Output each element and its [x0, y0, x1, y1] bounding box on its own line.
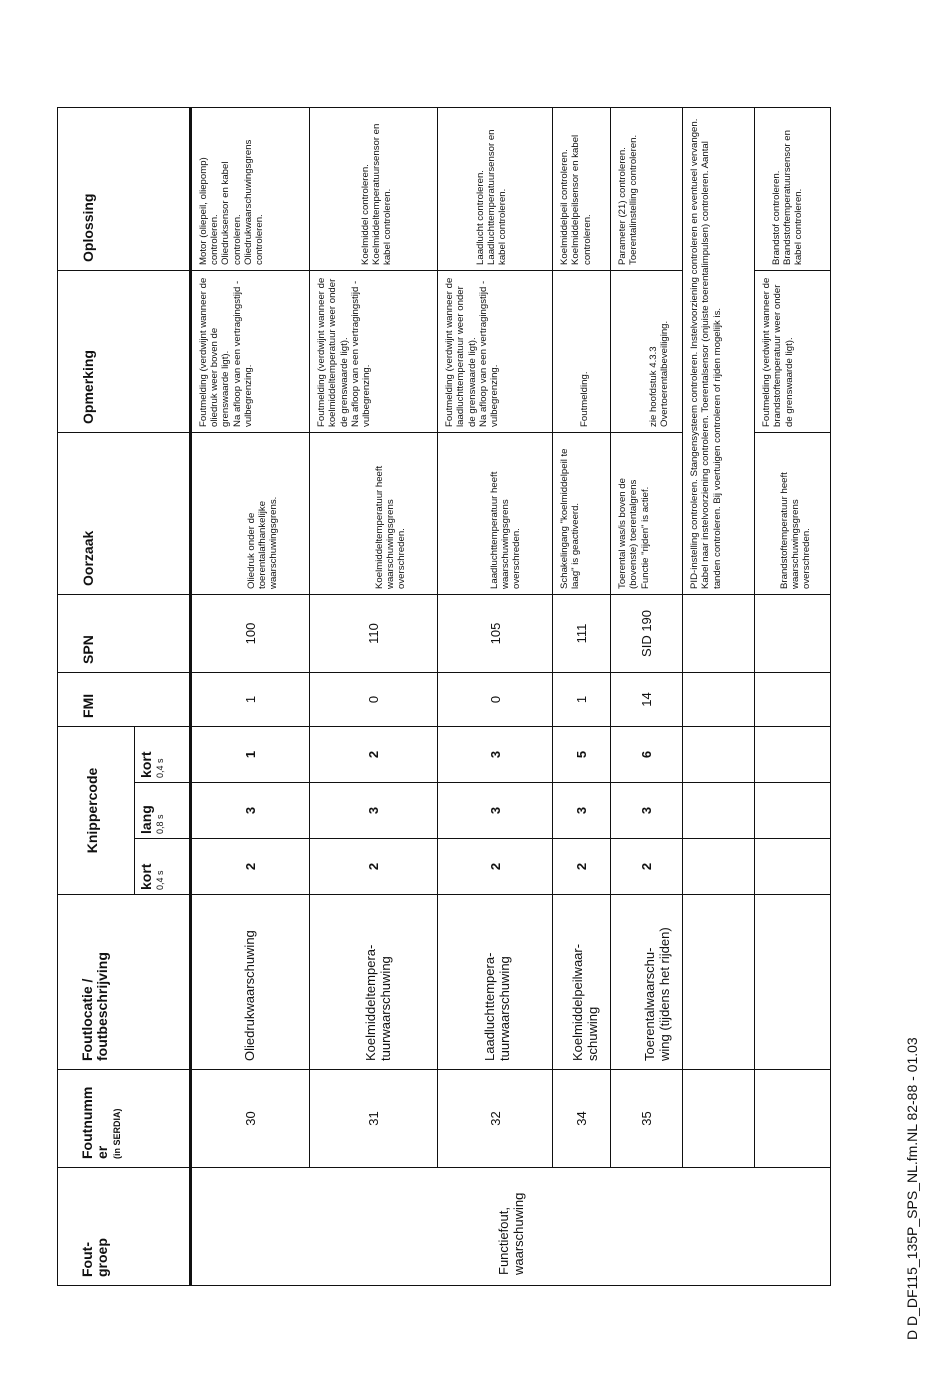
- fmi: 1: [553, 672, 611, 726]
- cause: Schakelingang "koelmiddelpeil te laag" is geactiveerd.: [553, 432, 611, 594]
- blink-3: 1: [191, 726, 310, 782]
- solution: Laadlucht controleren. Laadluchttemperatuursensor en kabel controleren.: [438, 107, 553, 270]
- blink-sub-1: kort 0,4 s: [135, 838, 189, 894]
- group-cell: Functiefout, waarschuwing: [191, 1168, 831, 1286]
- empty-blink-3: [755, 726, 831, 782]
- empty-blink-2: [683, 783, 755, 839]
- spn: SID 190: [611, 594, 683, 672]
- header-row: [58, 107, 191, 1285]
- blink-1: 2: [438, 839, 553, 895]
- table-row-fuel: [755, 107, 831, 1285]
- blink-sub-3: kort 0,4 s: [138, 751, 165, 778]
- blink-2: 3: [438, 783, 553, 839]
- fmi: 14: [611, 672, 683, 726]
- fault-number: 31: [310, 1070, 438, 1168]
- blink-2: 3: [611, 783, 683, 839]
- table-row: [191, 107, 310, 1285]
- empty-fmi: [683, 672, 755, 726]
- empty-blink-1: [683, 839, 755, 895]
- blink-3: 2: [310, 726, 438, 782]
- remark: Foutmelding.: [553, 270, 611, 432]
- fault-number: 34: [553, 1070, 611, 1168]
- empty-location: [683, 895, 755, 1070]
- remark: Foutmelding (verdwijnt wanneer de oliedruk weer boven de grenswaarde ligt). Na afloop van een vertragingstijd - vulbegrenzing.: [191, 270, 310, 432]
- empty-number: [683, 1070, 755, 1168]
- header-blink-code: [58, 726, 191, 894]
- solution: Koelmiddelpeil controleren. Koelmiddelpeilsensor en kabel controleren.: [553, 107, 611, 270]
- empty-fmi: [755, 672, 831, 726]
- blink-1: 2: [191, 839, 310, 895]
- table-row-pid-note: [683, 107, 755, 1285]
- remark: Foutmelding (verdwijnt wanneer de laadluchttemperatuur weer onder de grenswaarde ligt). Na afloop van een vertragingstijd - vulbegrenzing.: [438, 270, 553, 432]
- header-number-label: Foutnumm er: [79, 1086, 110, 1159]
- header-location: Foutlocatie / foutbeschrijving: [58, 895, 191, 1070]
- fault-location: Laadluchttempera- tuurwaarschuwing: [438, 895, 553, 1070]
- fuel-cause: Brandstoftemperatuur heeft waarschuwingsgrens overschreden.: [755, 432, 831, 594]
- fault-number: 32: [438, 1070, 553, 1168]
- table-row: [438, 107, 553, 1285]
- header-number: [58, 1070, 191, 1168]
- header-fmi: FMI: [58, 672, 191, 726]
- table-row: [310, 107, 438, 1285]
- fuel-solution: Brandstof controleren. Brandstoftemperatuursensor en kabel controleren.: [755, 107, 831, 270]
- fmi: 0: [310, 672, 438, 726]
- blink-2: 3: [191, 783, 310, 839]
- fault-code-table: [57, 107, 831, 1286]
- remark: zie hoofdstuk 4.3.3 Overtoerentalbeveiliging.: [611, 270, 683, 432]
- spn: 111: [553, 594, 611, 672]
- empty-blink-1: [755, 839, 831, 895]
- empty-blink-2: [755, 783, 831, 839]
- header-group: Fout- groep: [58, 1168, 191, 1286]
- fault-number: 30: [191, 1070, 310, 1168]
- blink-sub-2: lang 0,8 s: [135, 782, 189, 838]
- spn: 105: [438, 594, 553, 672]
- blink-3: 6: [611, 726, 683, 782]
- empty-location: [755, 895, 831, 1070]
- remark: Foutmelding (verdwijnt wanneer de koelmiddeltemperatuur weer onder de grenswaarde ligt). Na afloop van een vertragingstijd - vulbegrenzing.: [310, 270, 438, 432]
- blink-3: 5: [553, 726, 611, 782]
- cause: Oliedruk onder de toerentalafhankelijke waarschuwingsgrens.: [191, 432, 310, 594]
- spn: 100: [191, 594, 310, 672]
- header-cause: Oorzaak: [58, 432, 191, 594]
- spn: 110: [310, 594, 438, 672]
- fault-location: Koelmiddeltempera- tuurwaarschuwing: [310, 895, 438, 1070]
- blink-1: 2: [553, 839, 611, 895]
- empty-spn: [683, 594, 755, 672]
- cause: Koelmiddeltemperatuur heeft waarschuwingsgrens overschreden.: [310, 432, 438, 594]
- empty-number: [755, 1070, 831, 1168]
- blink-1: 2: [310, 839, 438, 895]
- blink-2: 3: [310, 783, 438, 839]
- solution: Motor (oliepeil, oliepomp) controleren. Oliedruksensor en kabel controleren. Oliedrukwaarschuwingsgrens controleren.: [191, 107, 310, 270]
- blink-1: 2: [611, 839, 683, 895]
- table-row: [553, 107, 611, 1285]
- cause: Laadluchttemperatuur heeft waarschuwingsgrens overschreden.: [438, 432, 553, 594]
- solution: Parameter (21) controleren. Toerentalinstelling controleren.: [611, 107, 683, 270]
- blink-2: 3: [553, 783, 611, 839]
- fmi: 1: [191, 672, 310, 726]
- pid-note: PID-instelling controleren. Stangensysteem controleren. Instelvoorziening controleren en eventueel vervangen. Kabel naar instelvoorziening controleren. Toerentalsensor (onjuiste toerentalimpulsen) controleren. Aantal tanden controleren. Bij voertuigen controleren of rijden mogelijk is.: [683, 107, 755, 594]
- fmi: 0: [438, 672, 553, 726]
- fault-location: Koelmiddelpeilwaar- schuwing: [553, 895, 611, 1070]
- header-spn: SPN: [58, 594, 191, 672]
- fault-location: Oliedrukwaarschuwing: [191, 895, 310, 1070]
- empty-spn: [755, 594, 831, 672]
- fault-location: Toerentalwaarschu- wing (tijdens het rijden): [611, 895, 683, 1070]
- rotated-table-sheet: [57, 108, 813, 1286]
- document-footer: D D_DF115_135P_SPS_NL.fm.NL 82-88 - 01.03: [904, 1037, 920, 1340]
- blink-subheaders: [134, 727, 189, 894]
- fault-number: 35: [611, 1070, 683, 1168]
- solution: Koelmiddel controleren. Koelmiddeltemperatuursensor en kabel controleren.: [310, 107, 438, 270]
- cause: Toerental was/is boven de (bovenste) toerentalgrens Functie "rijden" is actief.: [611, 432, 683, 594]
- header-blink-code-label: Knippercode: [84, 767, 100, 854]
- empty-blink-3: [683, 726, 755, 782]
- blink-3: 3: [438, 726, 553, 782]
- table-row: [611, 107, 683, 1285]
- header-number-sub: (in SERDIA): [112, 1108, 122, 1159]
- header-solution: Oplossing: [58, 107, 191, 270]
- fuel-remark: Foutmelding (verdwijnt wanneer de brandstoftemperatuur weer onder de grenswaarde ligt).: [755, 270, 831, 432]
- header-remark: Opmerking: [58, 270, 191, 432]
